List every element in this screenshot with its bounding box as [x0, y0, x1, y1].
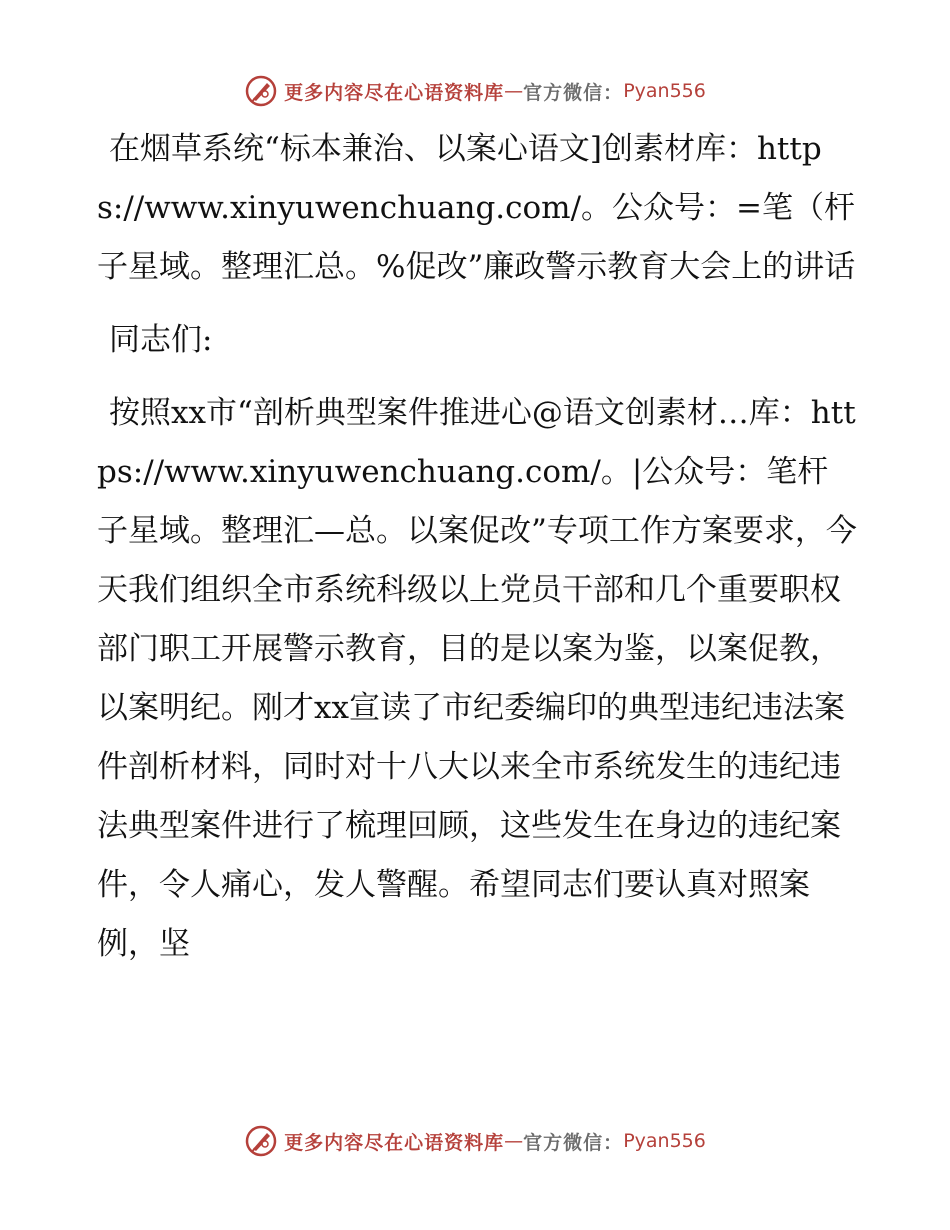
document-body — [97, 120, 857, 974]
watermark-footer — [0, 1121, 950, 1161]
watermark-official-label: 官方微信： — [523, 81, 624, 104]
watermark-main-text: 更多内容尽在心语资料库 — [284, 1131, 505, 1154]
watermark-dash: — — [504, 80, 524, 102]
salutation: 同志们: — [109, 322, 213, 358]
body-paragraph: 按照xx市“剖析典型案件推进心@语文创素材…库：https://www.xinyuwenchuang.com/。|公众号：笔杆子星域。整理汇—总。以案促改”专项工作方案要求，今天我们组织全市系统科级以上党员干部和几个重要职权部门职工开展警示教育，目的是以案为鉴，以案促教，以案明纪。刚才xx宣读了市纪委编印的典型违纪违法案件剖析材料，同时对十八大以来全市系统发生的违纪违法典型案件进行了梳理回顾，这些发生在身边的违纪案件，令人痛心，发人警醒。希望同志们要认真对照案例，坚 — [97, 395, 857, 962]
document-title: 在烟草系统“标本兼治、以案心语文]创素材库：https://www.xinyuwenchuang.com/。公众号：=笔（杆子星域。整理汇总。%促改”廉政警示教育大会上的讲话 — [97, 131, 856, 285]
watermark-dash: — — [504, 1130, 524, 1152]
watermark-header — [0, 71, 950, 111]
quill-logo-icon — [244, 74, 278, 108]
watermark-wechat-id: Pyan556 — [623, 1130, 706, 1152]
watermark-wechat-id: Pyan556 — [623, 80, 706, 102]
quill-logo-icon — [244, 1124, 278, 1158]
watermark-official-label: 官方微信： — [523, 1131, 624, 1154]
watermark-main-text: 更多内容尽在心语资料库 — [284, 81, 505, 104]
